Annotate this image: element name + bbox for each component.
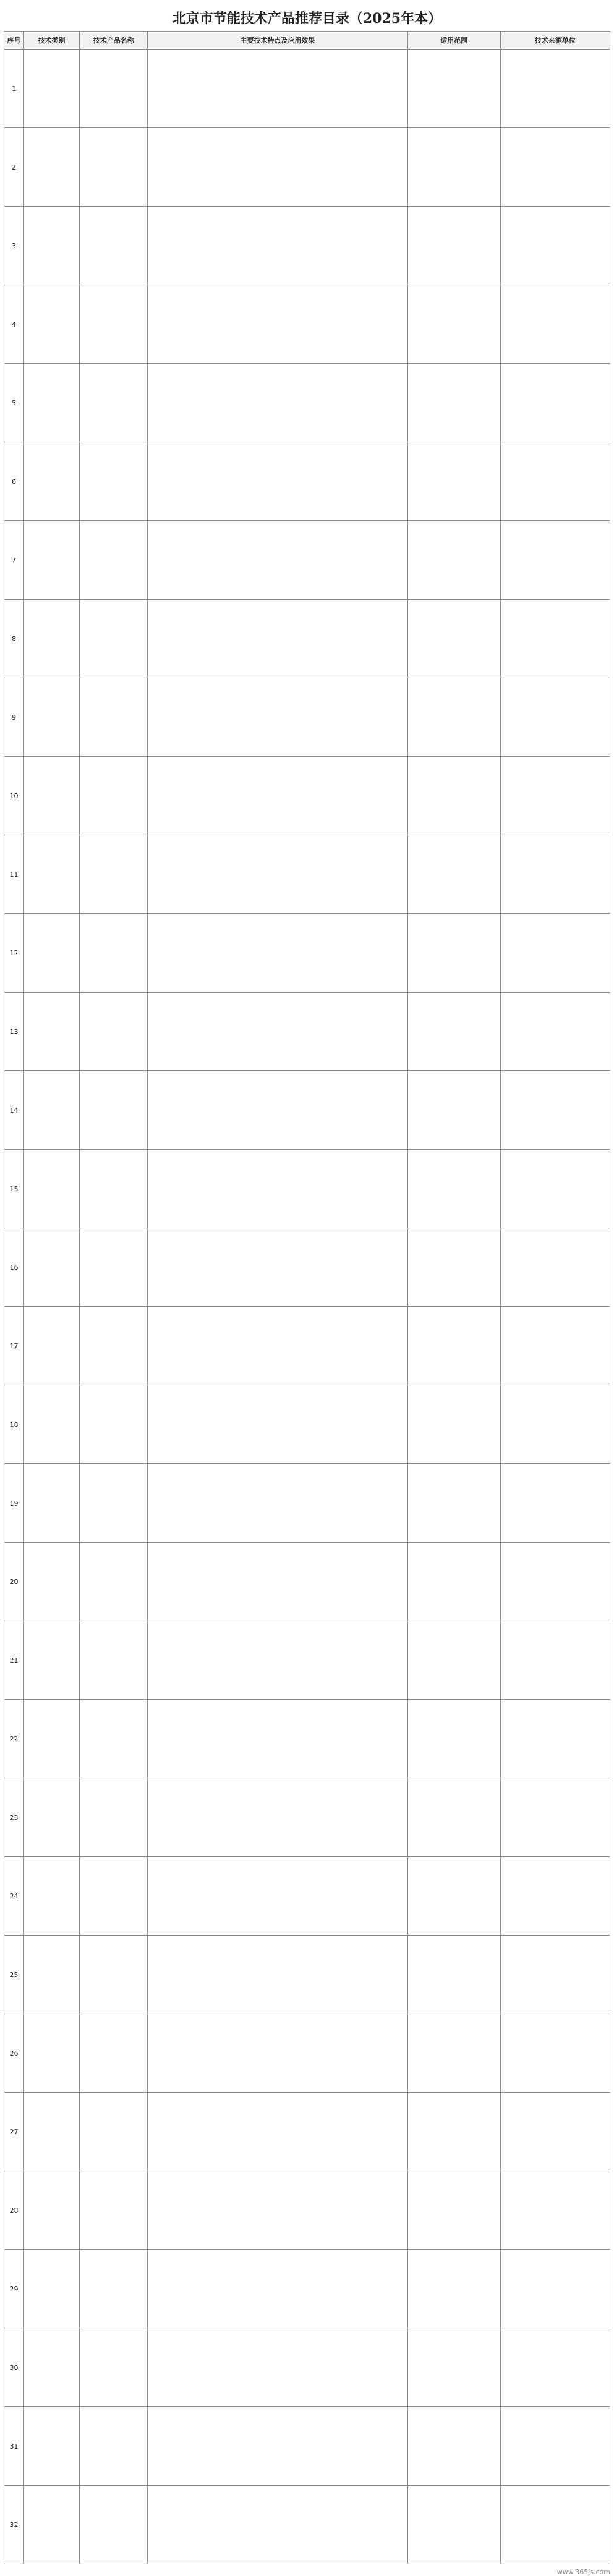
table-cell bbox=[80, 914, 148, 993]
table-cell bbox=[24, 2328, 80, 2407]
table-cell bbox=[148, 2407, 407, 2486]
table-cell bbox=[80, 678, 148, 757]
table-cell bbox=[80, 993, 148, 1071]
table-cell bbox=[407, 1307, 500, 1385]
table-cell bbox=[24, 993, 80, 1071]
table-cell bbox=[500, 2328, 610, 2407]
table-cell bbox=[148, 835, 407, 914]
table-cell bbox=[80, 50, 148, 128]
column-header: 主要技术特点及应用效果 bbox=[148, 32, 407, 50]
table-cell bbox=[500, 1307, 610, 1385]
table-body bbox=[4, 50, 610, 2564]
table-cell bbox=[148, 2014, 407, 2093]
table-cell bbox=[148, 2328, 407, 2407]
table-cell bbox=[500, 2250, 610, 2328]
row-number: 15 bbox=[4, 1150, 24, 1228]
table-row bbox=[4, 1464, 610, 1543]
table-cell bbox=[500, 521, 610, 600]
table-cell bbox=[80, 1621, 148, 1700]
table-cell bbox=[24, 1621, 80, 1700]
table-cell bbox=[500, 1150, 610, 1228]
table-cell bbox=[80, 757, 148, 835]
table-cell bbox=[148, 442, 407, 521]
table-cell bbox=[80, 207, 148, 285]
table-cell bbox=[80, 1385, 148, 1464]
table-cell bbox=[500, 757, 610, 835]
row-number: 21 bbox=[4, 1621, 24, 1700]
table-cell bbox=[407, 207, 500, 285]
table-row bbox=[4, 1936, 610, 2014]
table-cell bbox=[407, 1150, 500, 1228]
table-cell bbox=[24, 1228, 80, 1307]
catalog-table bbox=[4, 31, 610, 2564]
table-cell bbox=[24, 1857, 80, 1936]
column-header: 技术来源单位 bbox=[500, 32, 610, 50]
table-row bbox=[4, 1778, 610, 1857]
table-row bbox=[4, 2407, 610, 2486]
table-cell bbox=[500, 914, 610, 993]
table-cell bbox=[24, 2407, 80, 2486]
table-cell bbox=[24, 1543, 80, 1621]
table-cell bbox=[407, 2093, 500, 2171]
table-cell bbox=[407, 1700, 500, 1778]
table-row bbox=[4, 1071, 610, 1150]
table-cell bbox=[407, 521, 500, 600]
table-cell bbox=[148, 600, 407, 678]
table-cell bbox=[80, 1307, 148, 1385]
table-cell bbox=[500, 2486, 610, 2564]
row-number: 12 bbox=[4, 914, 24, 993]
table-row bbox=[4, 50, 610, 128]
table-cell bbox=[500, 2093, 610, 2171]
table-cell bbox=[407, 757, 500, 835]
table-cell bbox=[24, 1307, 80, 1385]
row-number: 19 bbox=[4, 1464, 24, 1543]
table-cell bbox=[148, 285, 407, 364]
table-cell bbox=[148, 1936, 407, 2014]
table-cell bbox=[148, 1857, 407, 1936]
table-cell bbox=[500, 1700, 610, 1778]
table-cell bbox=[148, 50, 407, 128]
table-cell bbox=[500, 442, 610, 521]
table-cell bbox=[24, 2486, 80, 2564]
row-number: 20 bbox=[4, 1543, 24, 1621]
table-cell bbox=[407, 1936, 500, 2014]
column-header: 适用范围 bbox=[407, 32, 500, 50]
table-cell bbox=[80, 600, 148, 678]
table-cell bbox=[80, 128, 148, 207]
table-cell bbox=[24, 364, 80, 442]
table-row bbox=[4, 2328, 610, 2407]
row-number: 32 bbox=[4, 2486, 24, 2564]
table-cell bbox=[148, 1307, 407, 1385]
row-number: 2 bbox=[4, 128, 24, 207]
table-cell bbox=[24, 285, 80, 364]
table-cell bbox=[407, 2328, 500, 2407]
table-cell bbox=[407, 1778, 500, 1857]
table-cell bbox=[24, 207, 80, 285]
table-cell bbox=[148, 1385, 407, 1464]
table-cell bbox=[500, 1228, 610, 1307]
row-number: 11 bbox=[4, 835, 24, 914]
table-cell bbox=[24, 1464, 80, 1543]
table-cell bbox=[148, 1228, 407, 1307]
table-cell bbox=[148, 993, 407, 1071]
table-cell bbox=[148, 2093, 407, 2171]
row-number: 8 bbox=[4, 600, 24, 678]
table-cell bbox=[500, 2407, 610, 2486]
table-row bbox=[4, 2486, 610, 2564]
table-cell bbox=[24, 521, 80, 600]
row-number: 6 bbox=[4, 442, 24, 521]
row-number: 17 bbox=[4, 1307, 24, 1385]
table-row bbox=[4, 2093, 610, 2171]
table-cell bbox=[148, 1700, 407, 1778]
row-number: 1 bbox=[4, 50, 24, 128]
table-cell bbox=[80, 1857, 148, 1936]
page-title: 北京市节能技术产品推荐目录（2025年本） bbox=[172, 11, 442, 27]
row-number: 5 bbox=[4, 364, 24, 442]
table-cell bbox=[24, 1385, 80, 1464]
table-cell bbox=[80, 285, 148, 364]
table-cell bbox=[500, 600, 610, 678]
row-number: 30 bbox=[4, 2328, 24, 2407]
table-row bbox=[4, 1700, 610, 1778]
row-number: 31 bbox=[4, 2407, 24, 2486]
table-cell bbox=[500, 1857, 610, 1936]
table-cell bbox=[148, 914, 407, 993]
table-cell bbox=[80, 2328, 148, 2407]
table-cell bbox=[148, 2486, 407, 2564]
watermark: www.365js.com bbox=[556, 2568, 610, 2576]
table-cell bbox=[148, 1543, 407, 1621]
table-cell bbox=[24, 2093, 80, 2171]
table-cell bbox=[407, 1071, 500, 1150]
row-number: 26 bbox=[4, 2014, 24, 2093]
table-row bbox=[4, 521, 610, 600]
row-number: 22 bbox=[4, 1700, 24, 1778]
row-number: 16 bbox=[4, 1228, 24, 1307]
table-cell bbox=[148, 757, 407, 835]
table-cell bbox=[500, 50, 610, 128]
table-cell bbox=[500, 1543, 610, 1621]
table-cell bbox=[407, 128, 500, 207]
table-cell bbox=[80, 1778, 148, 1857]
table-row bbox=[4, 2171, 610, 2250]
table-cell bbox=[80, 1700, 148, 1778]
table-cell bbox=[80, 835, 148, 914]
table-cell bbox=[80, 1071, 148, 1150]
table-cell bbox=[80, 1150, 148, 1228]
table-cell bbox=[148, 1071, 407, 1150]
table-cell bbox=[500, 364, 610, 442]
table-cell bbox=[407, 2014, 500, 2093]
table-row bbox=[4, 835, 610, 914]
row-number: 4 bbox=[4, 285, 24, 364]
table-cell bbox=[407, 2407, 500, 2486]
table-row bbox=[4, 1385, 610, 1464]
table-cell bbox=[148, 2250, 407, 2328]
table-cell bbox=[500, 993, 610, 1071]
table-cell bbox=[407, 835, 500, 914]
table-cell bbox=[407, 2250, 500, 2328]
table-row bbox=[4, 993, 610, 1071]
table-cell bbox=[24, 2250, 80, 2328]
table-cell bbox=[500, 2171, 610, 2250]
table-row bbox=[4, 1150, 610, 1228]
row-number: 27 bbox=[4, 2093, 24, 2171]
table-cell bbox=[148, 128, 407, 207]
table-cell bbox=[500, 1385, 610, 1464]
table-cell bbox=[148, 678, 407, 757]
table-cell bbox=[24, 678, 80, 757]
table-cell bbox=[407, 914, 500, 993]
table-cell bbox=[407, 2486, 500, 2564]
table-row bbox=[4, 757, 610, 835]
table-cell bbox=[80, 2407, 148, 2486]
table-cell bbox=[80, 442, 148, 521]
row-number: 10 bbox=[4, 757, 24, 835]
table-row bbox=[4, 1228, 610, 1307]
table-row bbox=[4, 1307, 610, 1385]
table-cell bbox=[407, 364, 500, 442]
table-cell bbox=[407, 1621, 500, 1700]
table-cell bbox=[80, 1464, 148, 1543]
table-row bbox=[4, 1621, 610, 1700]
table-cell bbox=[407, 1857, 500, 1936]
table-cell bbox=[500, 128, 610, 207]
table-cell bbox=[24, 757, 80, 835]
table-cell bbox=[24, 1071, 80, 1150]
row-number: 18 bbox=[4, 1385, 24, 1464]
table-cell bbox=[500, 2014, 610, 2093]
table-cell bbox=[80, 1936, 148, 2014]
table-row bbox=[4, 914, 610, 993]
row-number: 24 bbox=[4, 1857, 24, 1936]
row-number: 29 bbox=[4, 2250, 24, 2328]
table-cell bbox=[24, 1700, 80, 1778]
table-cell bbox=[24, 442, 80, 521]
row-number: 28 bbox=[4, 2171, 24, 2250]
table-cell bbox=[80, 521, 148, 600]
table-cell bbox=[407, 993, 500, 1071]
table-row bbox=[4, 285, 610, 364]
table-cell bbox=[407, 50, 500, 128]
table-cell bbox=[500, 207, 610, 285]
table-cell bbox=[148, 1464, 407, 1543]
table-row bbox=[4, 2014, 610, 2093]
table-cell bbox=[148, 1150, 407, 1228]
table-cell bbox=[407, 600, 500, 678]
table-cell bbox=[24, 50, 80, 128]
table-cell bbox=[407, 1464, 500, 1543]
table-row bbox=[4, 1857, 610, 1936]
table-cell bbox=[80, 2014, 148, 2093]
table-row bbox=[4, 128, 610, 207]
row-number: 14 bbox=[4, 1071, 24, 1150]
table-cell bbox=[80, 364, 148, 442]
table-cell bbox=[500, 835, 610, 914]
table-row bbox=[4, 207, 610, 285]
table-cell bbox=[500, 1071, 610, 1150]
row-number: 3 bbox=[4, 207, 24, 285]
row-number: 7 bbox=[4, 521, 24, 600]
row-number: 13 bbox=[4, 993, 24, 1071]
table-cell bbox=[24, 835, 80, 914]
row-number: 23 bbox=[4, 1778, 24, 1857]
table-cell bbox=[407, 442, 500, 521]
table-cell bbox=[80, 2250, 148, 2328]
table-cell bbox=[24, 2014, 80, 2093]
table-cell bbox=[80, 2486, 148, 2564]
table-row bbox=[4, 442, 610, 521]
table-cell bbox=[24, 1936, 80, 2014]
table-row bbox=[4, 678, 610, 757]
table-cell bbox=[24, 914, 80, 993]
table-cell bbox=[80, 1228, 148, 1307]
table-cell bbox=[148, 364, 407, 442]
table-row bbox=[4, 364, 610, 442]
table-cell bbox=[500, 678, 610, 757]
table-cell bbox=[80, 1543, 148, 1621]
table-row bbox=[4, 600, 610, 678]
table-cell bbox=[148, 521, 407, 600]
table-cell bbox=[24, 1778, 80, 1857]
table-cell bbox=[24, 2171, 80, 2250]
table-cell bbox=[80, 2171, 148, 2250]
table-cell bbox=[148, 1778, 407, 1857]
table-cell bbox=[407, 1543, 500, 1621]
table-cell bbox=[148, 1621, 407, 1700]
table-row bbox=[4, 1543, 610, 1621]
table-cell bbox=[407, 678, 500, 757]
row-number: 25 bbox=[4, 1936, 24, 2014]
table-cell bbox=[24, 1150, 80, 1228]
table-cell bbox=[407, 1385, 500, 1464]
table-header-row bbox=[4, 32, 610, 50]
column-header: 技术类别 bbox=[24, 32, 80, 50]
table-cell bbox=[24, 600, 80, 678]
table-row bbox=[4, 2250, 610, 2328]
table-cell bbox=[24, 128, 80, 207]
table-cell bbox=[500, 1778, 610, 1857]
table-cell bbox=[148, 207, 407, 285]
table-cell bbox=[500, 285, 610, 364]
table-cell bbox=[500, 1936, 610, 2014]
table-cell bbox=[407, 285, 500, 364]
table-cell bbox=[148, 2171, 407, 2250]
column-header: 技术产品名称 bbox=[80, 32, 148, 50]
table-cell bbox=[500, 1621, 610, 1700]
table-cell bbox=[407, 2171, 500, 2250]
column-header: 序号 bbox=[4, 32, 24, 50]
table-cell bbox=[80, 2093, 148, 2171]
table-cell bbox=[407, 1228, 500, 1307]
row-number: 9 bbox=[4, 678, 24, 757]
table-cell bbox=[500, 1464, 610, 1543]
